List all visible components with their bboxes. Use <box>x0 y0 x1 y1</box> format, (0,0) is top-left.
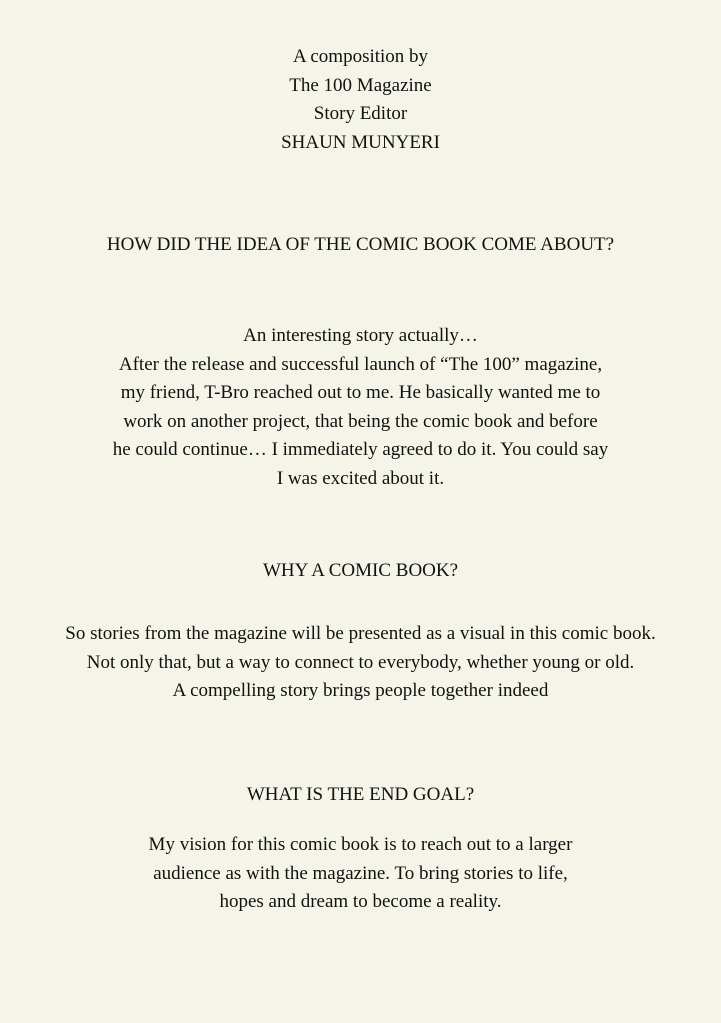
answer-line: After the release and successful launch of “The 100” magazine, <box>118 353 603 375</box>
credits-block <box>0 43 721 157</box>
question-heading <box>0 781 721 810</box>
answer-line: my friend, T-Bro reached out to me. He basically wanted me to <box>120 382 601 403</box>
answer-line: hopes and dream to become a reality. <box>219 891 502 912</box>
answer-line: Not only that, but a way to connect to everybody, whether young or old. <box>86 651 635 673</box>
question-text: WHAT IS THE END GOAL? <box>246 784 475 805</box>
answer-line: I was excited about it. <box>276 467 445 489</box>
answer-line: My vision for this comic book is to reach out to a larger <box>148 834 573 855</box>
answer-line: audience as with the magazine. To bring stories to life, <box>153 862 568 884</box>
question-text: WHY A COMIC BOOK? <box>262 560 459 581</box>
answer-paragraph <box>0 322 721 493</box>
answer-line: An interesting story actually… <box>243 325 478 346</box>
credits-author-name: SHAUN MUNYERI <box>281 131 440 153</box>
question-heading <box>0 557 721 586</box>
answer-paragraph <box>0 620 721 706</box>
answer-line: he could continue… I immediately agreed to do it. You could say <box>112 439 609 460</box>
answer-line: work on another project, that being the comic book and before <box>123 410 598 432</box>
question-heading <box>0 231 721 260</box>
answer-paragraph <box>0 831 721 917</box>
credits-line: The 100 Magazine <box>289 74 432 96</box>
credits-line: Story Editor <box>313 103 408 124</box>
answer-line: A compelling story brings people together indeed <box>172 680 549 701</box>
answer-line: So stories from the magazine will be presented as a visual in this comic book. <box>65 623 656 644</box>
question-text: HOW DID THE IDEA OF THE COMIC BOOK COME ABOUT? <box>106 234 615 255</box>
credits-line: A composition by <box>292 46 429 67</box>
